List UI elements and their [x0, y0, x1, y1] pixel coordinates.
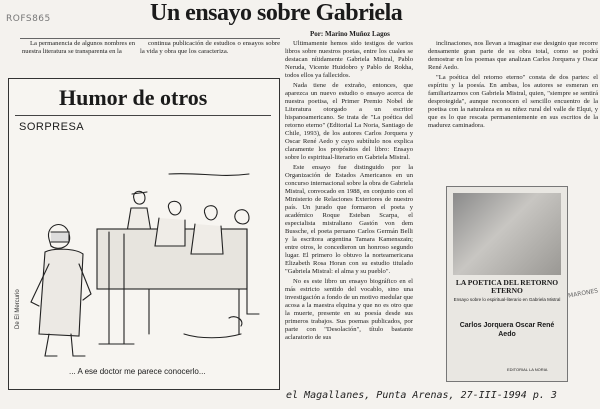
paragraph: Ultimamente hemos sido testigos de varios libros sobre nuestros poetas, entre los cuales se destacan nítidamente Gabriela Mistral, Pablo Neruda, Vicente Huidobro y Pablo de Rokha, todos ellos ya fallecidos. — [285, 40, 413, 79]
book-authors: Carlos Jorquera Oscar René Aedo — [459, 322, 555, 338]
book-subtitle: Ensayo sobre lo espiritual-literario en Gabriela Mistral — [453, 297, 561, 302]
divider — [20, 38, 280, 39]
cartoon-section-title: Humor de otros — [59, 85, 208, 110]
cartoon-credit: De El Mercurio — [15, 289, 21, 329]
article-column-4 — [428, 40, 598, 132]
book-cover — [446, 186, 568, 382]
cartoon-label: SORPRESA — [19, 121, 85, 133]
archive-stamp: ROFS865 — [6, 14, 51, 24]
paragraph: Nada tiene de extraño, entonces, que aparezca un nuevo estudio o ensayo acerca de nuestra poetisa, el Primer Premio Nobel de Literatura otorgado a un escritor hispanoamericano. Se trata de "La poética del retorno eterno" (Editorial La Noria, Santiago de Chile, 1993), de los autores Carlos Jorquera y Oscar René Aedo y cuyo subtítulo nos explica claramente los propósitos del libro: Ensayo sobre lo espiritual-literario en Gabriela Mistral. — [285, 82, 413, 161]
paragraph: No es este libro un ensayo biográfico en el más estricto sentido del vocablo, sino una investigación a fondo de un motivo medular que acosa a la maestra elquina y que no es otro que la muerte, presente en su poesía desde sus primeros trabajos. Sus poemas publicados, por parte con "Desolación", título bastante aclaratorio de sus — [285, 278, 413, 341]
book-cover-photo — [453, 193, 561, 275]
divider — [15, 115, 271, 116]
cartoon-caption: ... A ese doctor me parece conocerlo... — [69, 367, 206, 376]
article-column-2 — [140, 40, 280, 58]
article-column-3 — [285, 40, 413, 344]
byline: Por: Marino Muñoz Lagos — [310, 30, 390, 38]
article-column-1 — [22, 40, 135, 58]
book-publisher: EDITORIAL LA NORIA — [507, 367, 548, 372]
paragraph: continua publicación de estudios o ensayos sobre la vida y obra que los caracteriza. — [140, 40, 280, 55]
book-title: LA POETICA DEL RETORNO ETERNO — [455, 278, 559, 295]
headline: Un ensayo sobre Gabriela — [150, 0, 403, 26]
cartoon-box — [8, 78, 280, 390]
paragraph: Este ensayo fue distinguido por la Organización de Estados Americanos en un concurso internacional sobre la obra de Gabriela Mistral, convocado en 1988, en conjunto con el Ministerio de Relaciones Exteriores de nuestro país. Un jurado que formaron el poeta y académico Roque Esteban Scarpa, el especialista mistraliano Gastón von dem Bussche, el poeta peruano Carlos Germán Belli y la escritora argentina Tamara Kamenszain; entre otros, le concedieron un honroso segundo lugar. El primero lo obtuvo la norteamericana Elizabeth Rosa Horan con su estudio titulado "Gabriela Mistral: el alma y su pueblo". — [285, 164, 413, 275]
margin-note: MARONES — [567, 287, 599, 300]
handwritten-source-note: el Magallanes, Punta Arenas, 27-III-1994 p. 3 — [286, 390, 557, 401]
paragraph: La permanencia de algunos nombres en nuestra literatura se transparenta en la — [22, 40, 135, 55]
paragraph: inclinaciones, nos llevan a imaginar ese designio que recorre densamente gran parte de su obra total, como se podrá demostrar en los poemas que analizan Carlos Jorquera y Oscar René Aedo. — [428, 40, 598, 71]
hospital-cartoon-drawing — [9, 134, 279, 364]
paragraph: "La poética del retorno eterno" consta de dos partes: el espíritu y la poesía. En ambas, los autores se esmeran en familiarizarnos con Gabriela Mistral, quien, "siempre se sentirá desprotegida", aunque reconocen el sencillo encuentro de la poetisa con la naturaleza en su niñez rural del valle de Elqui, y que es lo que rescata permanentemente en sus escritos de la madurez caminadora. — [428, 74, 598, 129]
